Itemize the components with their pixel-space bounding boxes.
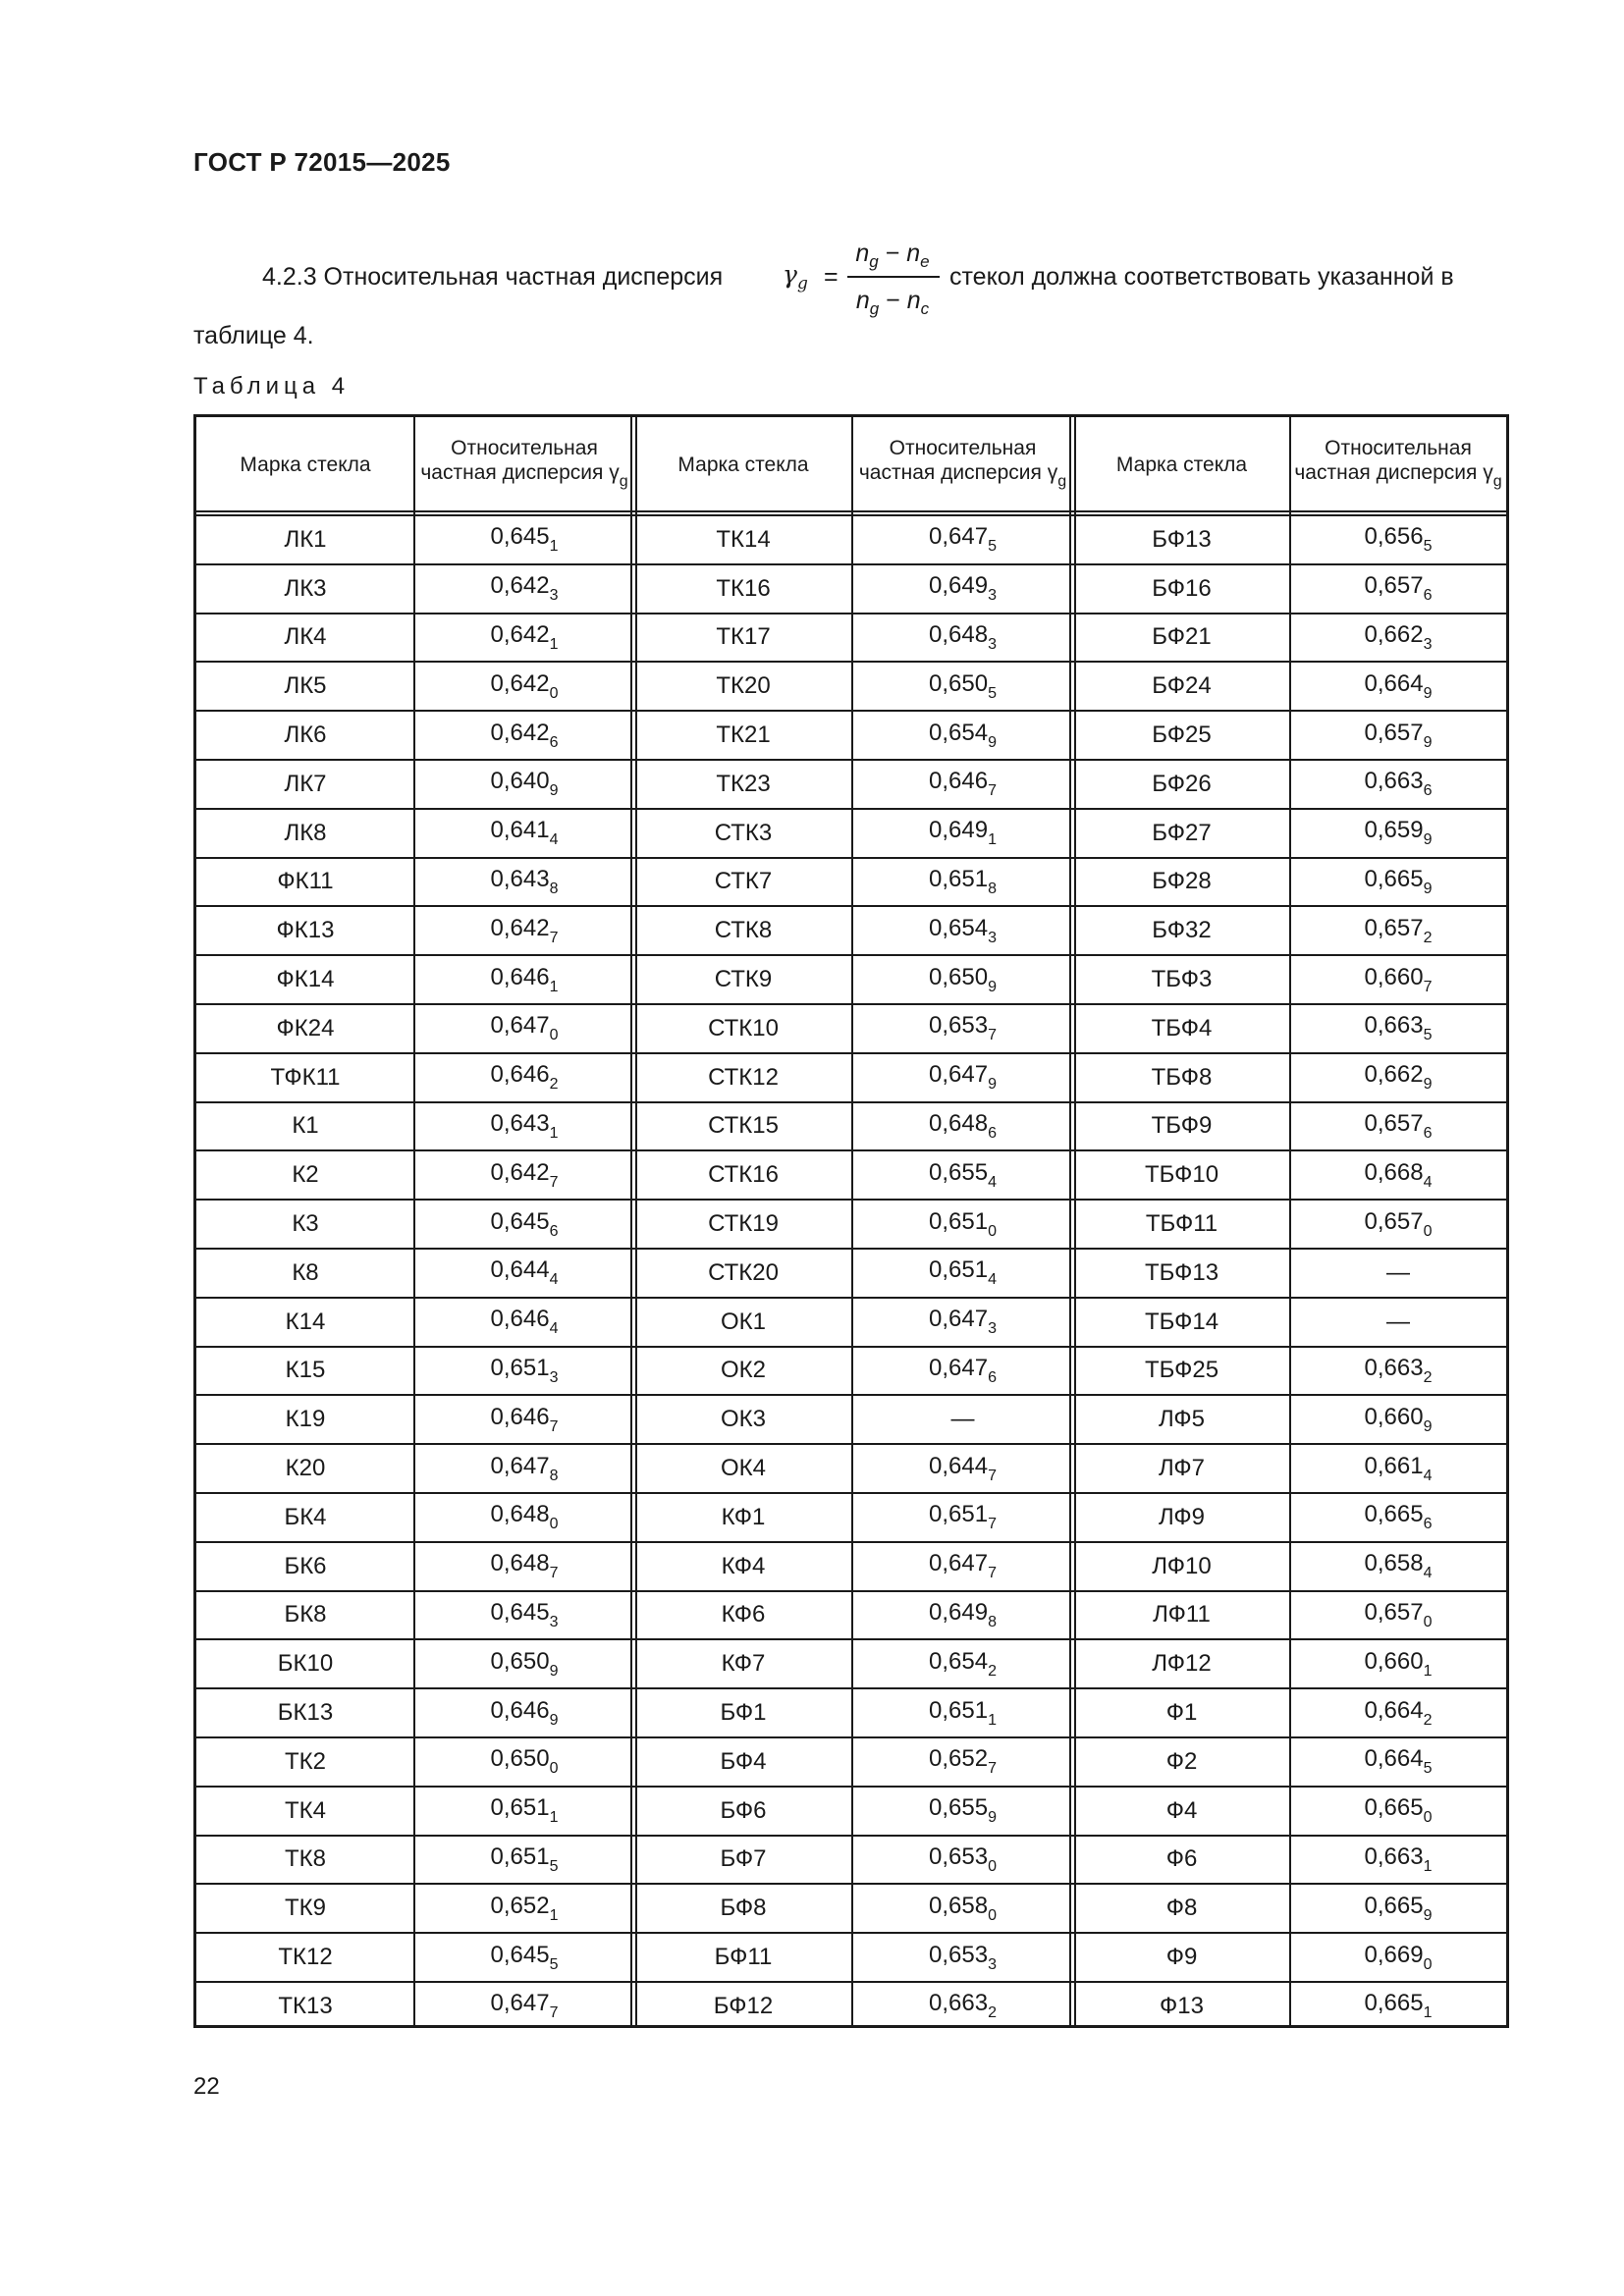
table-header-cell: Марка стекла bbox=[240, 453, 371, 476]
glass-grade-cell: ТК13 bbox=[278, 1992, 333, 2019]
dispersion-value-cell: $0,644_7$ bbox=[929, 1452, 997, 1484]
dispersion-value-cell: $0,651_5$ bbox=[490, 1842, 559, 1875]
glass-grade-cell: БФ13 bbox=[1152, 525, 1212, 553]
glass-grade-cell: СТК8 bbox=[714, 917, 773, 944]
dispersion-value-cell: $0,647_0$ bbox=[490, 1012, 559, 1044]
dispersion-value-cell: $0,651_7$ bbox=[929, 1501, 997, 1533]
glass-grade-cell: КФ6 bbox=[721, 1601, 766, 1629]
glass-grade-cell: ТБФ11 bbox=[1145, 1210, 1218, 1238]
glass-grade-cell: ТБФ10 bbox=[1144, 1161, 1219, 1189]
glass-grade-cell: ЛФ5 bbox=[1158, 1406, 1206, 1433]
dispersion-value-cell: $0,649_8$ bbox=[929, 1598, 997, 1630]
dispersion-value-cell: $0,665_0$ bbox=[1364, 1794, 1433, 1827]
dispersion-value-cell: $0,646_2$ bbox=[490, 1061, 559, 1094]
glass-grade-cell: ФК13 bbox=[276, 917, 335, 944]
glass-grade-cell: К2 bbox=[292, 1161, 319, 1189]
glass-grade-cell: СТК12 bbox=[708, 1063, 779, 1091]
dispersion-value-cell: $0,646_4$ bbox=[490, 1306, 559, 1338]
dispersion-value-cell: $0,649_1$ bbox=[929, 817, 997, 849]
dispersion-value-cell: — bbox=[1386, 1308, 1410, 1335]
dispersion-value-cell: $0,647_7$ bbox=[929, 1550, 997, 1582]
dispersion-value-cell: $0,652_1$ bbox=[490, 1892, 559, 1924]
dispersion-value-cell: $0,645_6$ bbox=[490, 1207, 559, 1240]
glass-grade-cell: БК8 bbox=[284, 1601, 327, 1629]
glass-grade-cell: БФ25 bbox=[1152, 721, 1212, 749]
glass-grade-cell: ОК3 bbox=[721, 1406, 766, 1433]
dispersion-value-cell: $0,656_5$ bbox=[1364, 523, 1433, 556]
dispersion-value-cell: $0,663_2$ bbox=[1364, 1354, 1433, 1386]
glass-grade-cell: Ф2 bbox=[1165, 1747, 1198, 1775]
glass-grade-cell: ТБФ4 bbox=[1151, 1014, 1213, 1041]
dispersion-value-cell: $0,659_9$ bbox=[1364, 817, 1433, 849]
glass-grade-cell: БК6 bbox=[284, 1552, 327, 1579]
dispersion-value-cell: $0,665_9$ bbox=[1364, 865, 1433, 897]
dispersion-value-cell: $0,646_1$ bbox=[490, 963, 559, 995]
glass-grade-cell: К1 bbox=[292, 1112, 319, 1140]
dispersion-value-cell: $0,648_3$ bbox=[929, 620, 997, 653]
dispersion-value-cell: $0,653_3$ bbox=[929, 1941, 997, 1973]
dispersion-value-cell: $0,646_7$ bbox=[490, 1403, 559, 1435]
dispersion-value-cell: $0,650_9$ bbox=[490, 1647, 559, 1680]
glass-grade-cell: КФ7 bbox=[721, 1650, 766, 1678]
dispersion-value-cell: $0,653_0$ bbox=[929, 1842, 997, 1875]
dispersion-value-cell: $0,642_7$ bbox=[490, 1158, 559, 1191]
glass-grade-cell: БФ27 bbox=[1152, 819, 1212, 846]
page-number: 22 bbox=[193, 2073, 220, 2100]
dispersion-value-cell: $0,657_0$ bbox=[1364, 1598, 1433, 1630]
glass-grade-cell: Ф4 bbox=[1165, 1796, 1198, 1824]
group-divider bbox=[635, 417, 637, 2025]
intro-lead-text: 4.2.3 Относительная частная дисперсия bbox=[262, 263, 724, 291]
glass-grade-cell: ТК8 bbox=[285, 1845, 326, 1873]
intro-tail-text: стекол должна соответствовать указанной в bbox=[949, 263, 1454, 291]
dispersion-value-cell: $0,647_3$ bbox=[929, 1306, 997, 1338]
dispersion-value-cell: $0,669_0$ bbox=[1364, 1941, 1433, 1973]
glass-grade-cell: К20 bbox=[285, 1455, 326, 1482]
dispersion-value-cell: $0,651_3$ bbox=[490, 1354, 559, 1386]
dispersion-value-cell: $0,647_5$ bbox=[929, 523, 997, 556]
glass-grade-cell: ТК14 bbox=[716, 525, 771, 553]
glass-grade-cell: БФ28 bbox=[1152, 868, 1212, 895]
dispersion-value-cell: $0,648_0$ bbox=[490, 1501, 559, 1533]
dispersion-value-cell: $0,662_3$ bbox=[1364, 620, 1433, 653]
dispersion-value-cell: $0,647_7$ bbox=[490, 1990, 559, 2022]
glass-grade-cell: БФ32 bbox=[1152, 917, 1212, 944]
dispersion-value-cell: $0,644_4$ bbox=[490, 1256, 559, 1289]
glass-grade-cell: БФ16 bbox=[1152, 574, 1212, 602]
table-header-cell: Относительная частная дисперсия $\gamma_g$ bbox=[858, 436, 1067, 490]
glass-grade-cell: ОК4 bbox=[721, 1455, 766, 1482]
glass-grade-cell: ЛК4 bbox=[284, 623, 327, 651]
dispersion-value-cell: $0,660_9$ bbox=[1364, 1403, 1433, 1435]
glass-grade-cell: БФ12 bbox=[713, 1992, 774, 2019]
glass-grade-cell: ЛФ10 bbox=[1152, 1552, 1212, 1579]
dispersion-value-cell: $0,647_6$ bbox=[929, 1354, 997, 1386]
column-divider bbox=[851, 417, 853, 2025]
dispersion-value-cell: $0,645_5$ bbox=[490, 1941, 559, 1973]
dispersion-value-cell: $0,665_6$ bbox=[1364, 1501, 1433, 1533]
intro-line2-text: таблице 4. bbox=[193, 322, 314, 349]
glass-grade-cell: К19 bbox=[285, 1406, 326, 1433]
glass-grade-cell: ЛФ12 bbox=[1152, 1650, 1212, 1678]
dispersion-value-cell: $0,642_1$ bbox=[490, 620, 559, 653]
glass-grade-cell: БФ4 bbox=[720, 1747, 767, 1775]
dispersion-value-cell: $0,663_6$ bbox=[1364, 768, 1433, 800]
glass-grade-cell: ТБФ13 bbox=[1144, 1258, 1219, 1286]
dispersion-value-cell: $0,654_3$ bbox=[929, 914, 997, 946]
formula-fraction-bar bbox=[847, 276, 940, 278]
dispersion-value-cell: $0,651_8$ bbox=[929, 865, 997, 897]
glass-grade-cell: Ф9 bbox=[1165, 1944, 1198, 1971]
glass-grade-cell: Ф6 bbox=[1165, 1845, 1198, 1873]
glass-grade-cell: ТК23 bbox=[716, 770, 771, 797]
dispersion-value-cell: $0,657_6$ bbox=[1364, 1109, 1433, 1142]
dispersion-value-cell: $0,651_1$ bbox=[490, 1794, 559, 1827]
glass-grade-cell: Ф8 bbox=[1165, 1895, 1198, 1922]
column-divider bbox=[413, 417, 415, 2025]
glass-grade-cell: ТБФ3 bbox=[1151, 966, 1213, 993]
glass-grade-cell: ЛК1 bbox=[284, 525, 327, 553]
dispersion-value-cell: $0,642_7$ bbox=[490, 914, 559, 946]
glass-grade-cell: ЛК7 bbox=[284, 770, 327, 797]
intro-paragraph bbox=[193, 234, 1509, 349]
dispersion-value-cell: $0,655_9$ bbox=[929, 1794, 997, 1827]
dispersion-value-cell: $0,651_4$ bbox=[929, 1256, 997, 1289]
dispersion-value-cell: $0,642_3$ bbox=[490, 572, 559, 605]
dispersion-value-cell: $0,657_9$ bbox=[1364, 719, 1433, 751]
table-caption: Таблица 4 bbox=[193, 373, 351, 400]
dispersion-value-cell: $0,641_4$ bbox=[490, 817, 559, 849]
glass-grade-cell: ЛФ7 bbox=[1158, 1455, 1206, 1482]
dispersion-value-cell: $0,643_1$ bbox=[490, 1109, 559, 1142]
glass-grade-cell: ОК2 bbox=[721, 1357, 766, 1384]
group-divider bbox=[1069, 417, 1071, 2025]
glass-grade-cell: БФ6 bbox=[720, 1796, 767, 1824]
dispersion-value-cell: $0,665_9$ bbox=[1364, 1892, 1433, 1924]
glass-grade-cell: СТК10 bbox=[708, 1014, 779, 1041]
dispersion-value-cell: $0,665_1$ bbox=[1364, 1990, 1433, 2022]
formula-gamma-symbol: $\gamma_g$ bbox=[783, 260, 808, 294]
dispersion-value-cell: $0,651_0$ bbox=[929, 1207, 997, 1240]
group-divider bbox=[630, 417, 632, 2025]
glass-grade-cell: К14 bbox=[285, 1308, 326, 1335]
dispersion-value-cell: $0,647_8$ bbox=[490, 1452, 559, 1484]
dispersion-value-cell: $0,657_6$ bbox=[1364, 572, 1433, 605]
dispersion-value-cell: $0,658_0$ bbox=[929, 1892, 997, 1924]
glass-grade-cell: ТК20 bbox=[716, 672, 771, 700]
glass-grade-cell: Ф1 bbox=[1165, 1699, 1198, 1727]
dispersion-value-cell: $0,648_6$ bbox=[929, 1109, 997, 1142]
glass-grade-cell: К3 bbox=[292, 1210, 319, 1238]
glass-grade-cell: БФ8 bbox=[720, 1895, 767, 1922]
glass-grade-cell: ФК14 bbox=[276, 966, 335, 993]
glass-grade-cell: ТБФ9 bbox=[1151, 1112, 1213, 1140]
dispersion-value-cell: $0,642_6$ bbox=[490, 719, 559, 751]
glass-grade-cell: ТБФ25 bbox=[1144, 1357, 1219, 1384]
glass-grade-cell: КФ4 bbox=[721, 1552, 766, 1579]
glass-grade-cell: СТК20 bbox=[708, 1258, 779, 1286]
dispersion-value-cell: $0,648_7$ bbox=[490, 1550, 559, 1582]
glass-grade-cell: ТК2 bbox=[285, 1747, 326, 1775]
glass-grade-cell: ТБФ8 bbox=[1151, 1063, 1213, 1091]
dispersion-value-cell: $0,653_7$ bbox=[929, 1012, 997, 1044]
glass-grade-cell: БК13 bbox=[277, 1699, 334, 1727]
glass-grade-cell: БК10 bbox=[277, 1650, 334, 1678]
document-header: ГОСТ Р 72015—2025 bbox=[193, 147, 451, 177]
dispersion-value-cell: $0,660_7$ bbox=[1364, 963, 1433, 995]
dispersion-value-cell: $0,654_9$ bbox=[929, 719, 997, 751]
glass-grade-cell: К8 bbox=[292, 1258, 319, 1286]
dispersion-value-cell: $0,663_2$ bbox=[929, 1990, 997, 2022]
dispersion-value-cell: $0,652_7$ bbox=[929, 1745, 997, 1778]
dispersion-value-cell: $0,655_4$ bbox=[929, 1158, 997, 1191]
glass-grade-cell: СТК9 bbox=[714, 966, 773, 993]
glass-grade-cell: ФК11 bbox=[277, 868, 334, 895]
glass-grade-cell: ТК21 bbox=[716, 721, 771, 749]
dispersion-value-cell: $0,668_4$ bbox=[1364, 1158, 1433, 1191]
formula-numerator: $n_g - n_e$ bbox=[855, 240, 930, 271]
table-header-cell: Относительная частная дисперсия $\gamma_g$ bbox=[420, 436, 628, 490]
dispersion-value-cell: $0,646_7$ bbox=[929, 768, 997, 800]
dispersion-value-cell: $0,645_1$ bbox=[490, 523, 559, 556]
glass-grade-cell: Ф13 bbox=[1160, 1992, 1204, 2019]
glass-grade-cell: ЛК5 bbox=[284, 672, 327, 700]
dispersion-value-cell: $0,654_2$ bbox=[929, 1647, 997, 1680]
glass-grade-cell: БФ1 bbox=[720, 1699, 767, 1727]
table-header-cell: Марка стекла bbox=[1115, 453, 1248, 476]
glass-grade-cell: ОК1 bbox=[721, 1308, 766, 1335]
glass-grade-cell: ТК17 bbox=[716, 623, 771, 651]
dispersion-value-cell: $0,650_5$ bbox=[929, 669, 997, 702]
glass-grade-cell: ТФК11 bbox=[270, 1063, 341, 1091]
glass-grade-cell: ФК24 bbox=[276, 1014, 335, 1041]
dispersion-value-cell: $0,647_9$ bbox=[929, 1061, 997, 1094]
table-header-cell: Марка стекла bbox=[677, 453, 809, 476]
glass-grade-cell: ТБФ14 bbox=[1144, 1308, 1219, 1335]
dispersion-value-cell: $0,640_9$ bbox=[490, 768, 559, 800]
dispersion-value-cell: $0,651_1$ bbox=[929, 1696, 997, 1729]
glass-grade-cell: СТК7 bbox=[714, 868, 773, 895]
glass-grade-cell: ЛФ9 bbox=[1158, 1503, 1206, 1530]
glass-grade-cell: СТК16 bbox=[708, 1161, 779, 1189]
dispersion-value-cell: $0,657_0$ bbox=[1364, 1207, 1433, 1240]
glass-grade-cell: БФ24 bbox=[1152, 672, 1212, 700]
glass-grade-cell: БФ26 bbox=[1152, 770, 1212, 797]
dispersion-value-cell: — bbox=[950, 1406, 975, 1433]
group-divider bbox=[1074, 417, 1076, 2025]
formula-denominator: $n_g - n_c$ bbox=[855, 287, 930, 318]
dispersion-value-cell: $0,663_5$ bbox=[1364, 1012, 1433, 1044]
glass-grade-cell: ЛК6 bbox=[284, 721, 327, 749]
table-grid bbox=[196, 417, 1506, 2025]
dispersion-value-cell: $0,642_0$ bbox=[490, 669, 559, 702]
dispersion-value-cell: $0,662_9$ bbox=[1364, 1061, 1433, 1094]
dispersion-value-cell: $0,664_5$ bbox=[1364, 1745, 1433, 1778]
glass-grade-cell: БФ21 bbox=[1152, 623, 1212, 651]
glass-grade-cell: ТК4 bbox=[285, 1796, 326, 1824]
dispersion-value-cell: $0,650_0$ bbox=[490, 1745, 559, 1778]
glass-grade-cell: БК4 bbox=[284, 1503, 327, 1530]
glass-grade-cell: ЛФ11 bbox=[1153, 1601, 1211, 1629]
glass-grade-cell: СТК3 bbox=[714, 819, 773, 846]
dispersion-value-cell: $0,650_9$ bbox=[929, 963, 997, 995]
dispersion-value-cell: $0,643_8$ bbox=[490, 865, 559, 897]
dispersion-value-cell: — bbox=[1386, 1258, 1410, 1286]
glass-grade-cell: ТК9 bbox=[285, 1895, 326, 1922]
glass-grade-cell: СТК19 bbox=[708, 1210, 779, 1238]
dispersion-value-cell: $0,657_2$ bbox=[1364, 914, 1433, 946]
dispersion-value-cell: $0,661_4$ bbox=[1364, 1452, 1433, 1484]
glass-grade-cell: БФ11 bbox=[714, 1944, 773, 1971]
glass-dispersion-table bbox=[193, 414, 1509, 2028]
formula-fraction bbox=[845, 234, 940, 322]
dispersion-value-cell: $0,658_4$ bbox=[1364, 1550, 1433, 1582]
dispersion-value-cell: $0,645_3$ bbox=[490, 1598, 559, 1630]
glass-grade-cell: ЛК3 bbox=[284, 574, 327, 602]
glass-grade-cell: ТК12 bbox=[278, 1944, 333, 1971]
dispersion-value-cell: $0,663_1$ bbox=[1364, 1842, 1433, 1875]
formula-equals-sign: = bbox=[824, 263, 839, 291]
glass-grade-cell: ЛК8 bbox=[284, 819, 327, 846]
dispersion-value-cell: $0,649_3$ bbox=[929, 572, 997, 605]
glass-grade-cell: К15 bbox=[285, 1357, 326, 1384]
column-divider bbox=[1289, 417, 1291, 2025]
table-header-cell: Относительная частная дисперсия $\gamma_g$ bbox=[1294, 436, 1502, 490]
dispersion-value-cell: $0,664_2$ bbox=[1364, 1696, 1433, 1729]
dispersion-value-cell: $0,646_9$ bbox=[490, 1696, 559, 1729]
dispersion-value-cell: $0,660_1$ bbox=[1364, 1647, 1433, 1680]
glass-grade-cell: СТК15 bbox=[708, 1112, 779, 1140]
dispersion-value-cell: $0,664_9$ bbox=[1364, 669, 1433, 702]
glass-grade-cell: ТК16 bbox=[716, 574, 771, 602]
glass-grade-cell: БФ7 bbox=[720, 1845, 767, 1873]
glass-grade-cell: КФ1 bbox=[721, 1503, 766, 1530]
